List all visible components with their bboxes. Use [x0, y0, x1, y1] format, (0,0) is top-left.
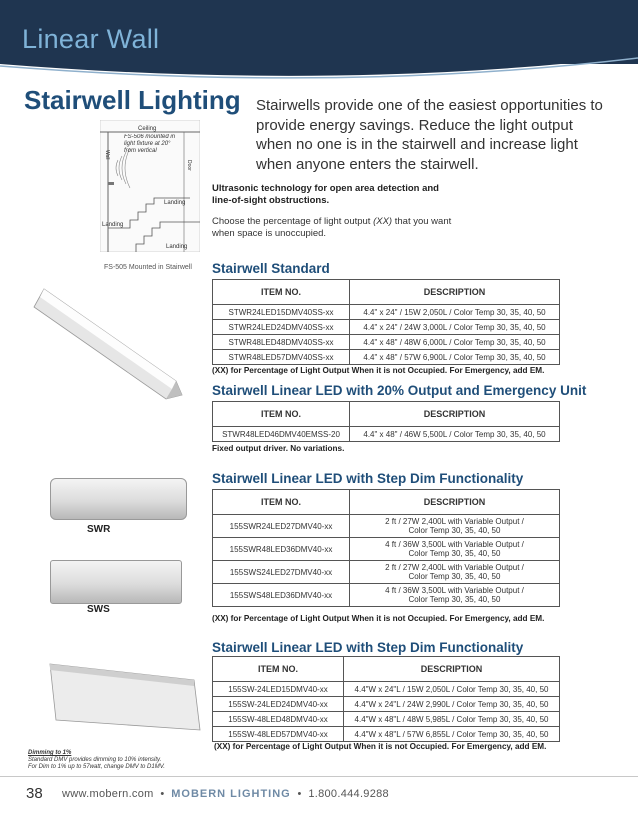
desc-cell: 4.4"W x 48"L / 48W 5,985L / Color Temp 30, 35, 40, 50: [344, 712, 560, 727]
desc-line-1: 2 ft / 27W 2,400L with Variable Output /: [385, 517, 524, 526]
table-row: [213, 712, 560, 727]
table-row: [213, 350, 560, 365]
desc-cell: 4.4" x 48" / 48W 6,000L / Color Temp 30, 35, 40, 50: [350, 335, 560, 350]
standard-table-note: (XX) for Percentage of Light Output When it is not Occupied. For Emergency, add EM.: [212, 366, 545, 375]
step-dim-table-1-note: (XX) for Percentage of Light Output When it is not Occupied. For Emergency, add EM.: [212, 614, 545, 623]
desc-cell: [350, 584, 560, 607]
step-dim-table-1: [212, 489, 560, 607]
table-header-row: [213, 402, 560, 427]
item-cell: 155SWR48LED36DMV40-xx: [213, 538, 350, 561]
col-item-header: ITEM NO.: [213, 657, 344, 682]
table-row: [213, 561, 560, 584]
col-item-header: ITEM NO.: [213, 280, 350, 305]
diagram-landing-bottom: Landing: [166, 244, 188, 250]
item-cell: STWR48LED57DMV40SS-xx: [213, 350, 350, 365]
dimming-note-title: Dimming to 1%: [28, 750, 72, 756]
sws-label: SWS: [87, 604, 110, 615]
col-desc-header: DESCRIPTION: [350, 280, 560, 305]
table-row: [213, 697, 560, 712]
table-row: [213, 727, 560, 742]
footer-phone: 1.800.444.9288: [308, 788, 389, 800]
desc-line-2: Color Temp 30, 35, 40, 50: [408, 526, 501, 535]
footer-brand: MOBERN LIGHTING: [171, 788, 291, 800]
item-cell: 155SWS48LED36DMV40-xx: [213, 584, 350, 607]
item-cell: 155SWS24LED27DMV40-xx: [213, 561, 350, 584]
diagram-sensor-note: FS-506 mounted in light fixture at 20° from vertical: [124, 134, 176, 154]
note-xx: (XX): [373, 216, 393, 227]
table-header-row: [213, 490, 560, 515]
table-row: [213, 515, 560, 538]
emergency-table-note: Fixed output driver. No variations.: [212, 444, 345, 453]
desc-cell: 4.4" x 48" / 46W 5,500L / Color Temp 30, 35, 40, 50: [350, 427, 560, 442]
footer-website-link[interactable]: www.mobern.com: [62, 788, 154, 800]
diagram-wall-label: Wall: [104, 150, 110, 160]
col-desc-header: DESCRIPTION: [350, 490, 560, 515]
table-row: [213, 427, 560, 442]
footer-contact-line: [62, 788, 389, 800]
desc-cell: 4.4" x 48" / 57W 6,900L / Color Temp 30, 35, 40, 50: [350, 350, 560, 365]
desc-cell: [350, 538, 560, 561]
step-dim-table-2: [212, 656, 560, 742]
desc-cell: [350, 561, 560, 584]
dimming-note-line-1: Standard DMV provides dimming to 10% intensity.: [28, 757, 162, 763]
desc-cell: 4.4"W x 48"L / 57W 6,855L / Color Temp 30, 35, 40, 50: [344, 727, 560, 742]
desc-line-2: Color Temp 30, 35, 40, 50: [408, 595, 501, 604]
table-row: [213, 538, 560, 561]
desc-line-1: 4 ft / 36W 3,500L with Variable Output /: [385, 540, 524, 549]
swr-fixture-image: [50, 478, 187, 520]
page-number: 38: [26, 785, 43, 802]
ultrasonic-note: Ultrasonic technology for open area detection and line-of-sight obstructions.: [212, 183, 439, 206]
step-dim-wall-fixture-image: [44, 658, 204, 736]
item-cell: 155SWR24LED27DMV40-xx: [213, 515, 350, 538]
dimming-note: [28, 750, 228, 771]
section-title-standard: Stairwell Standard: [212, 261, 330, 276]
section-header-title: Linear Wall: [22, 24, 160, 54]
section-title-emergency: Stairwell Linear LED with 20% Output and Emergency Unit: [212, 383, 587, 398]
diagram-ceiling-label: Ceiling: [138, 126, 157, 132]
light-output-note: [212, 216, 452, 240]
col-item-header: ITEM NO.: [213, 402, 350, 427]
desc-cell: 4.4" x 24" / 15W 2,050L / Color Temp 30, 35, 40, 50: [350, 305, 560, 320]
intro-paragraph: Stairwells provide one of the easiest opportunities to provide energy savings. Reduce the light output when no one is in the stairwell and increase light when anyone enters the stairwell.: [256, 97, 603, 173]
diagram-caption: FS-505 Mounted in Stairwell: [104, 264, 192, 271]
col-item-header: ITEM NO.: [213, 490, 350, 515]
item-cell: STWR48LED48DMV40SS-xx: [213, 335, 350, 350]
item-cell: 155SW-24LED15DMV40-xx: [213, 682, 344, 697]
item-cell: STWR24LED24DMV40SS-xx: [213, 320, 350, 335]
desc-line-2: Color Temp 30, 35, 40, 50: [408, 549, 501, 558]
sws-fixture-image: [50, 560, 182, 604]
swr-label: SWR: [87, 524, 111, 535]
dimming-note-line-2: For Dim to 1% up to 57watt, change DMV to D1MV.: [28, 764, 165, 770]
table-row: [213, 320, 560, 335]
table-header-row: [213, 280, 560, 305]
desc-line-2: Color Temp 30, 35, 40, 50: [408, 572, 501, 581]
desc-cell: 4.4"W x 24"L / 24W 2,990L / Color Temp 30, 35, 40, 50: [344, 697, 560, 712]
table-row: [213, 682, 560, 697]
item-cell: 155SW-24LED24DMV40-xx: [213, 697, 344, 712]
footer-separator: •: [160, 788, 165, 800]
desc-line-1: 4 ft / 36W 3,500L with Variable Output /: [385, 586, 524, 595]
table-header-row: [213, 657, 560, 682]
table-row: [213, 584, 560, 607]
emergency-table: [212, 401, 560, 442]
standard-table: [212, 279, 560, 365]
section-title-step-dim-1: Stairwell Linear LED with Step Dim Functionality: [212, 471, 524, 486]
note-text-pre: Choose the percentage of light output: [212, 216, 374, 227]
desc-cell: 4.4" x 24" / 24W 3,000L / Color Temp 30, 35, 40, 50: [350, 320, 560, 335]
desc-cell: [350, 515, 560, 538]
table-row: [213, 335, 560, 350]
col-desc-header: DESCRIPTION: [350, 402, 560, 427]
desc-line-1: 2 ft / 27W 2,400L with Variable Output /: [385, 563, 524, 572]
table-row: [213, 305, 560, 320]
diagram-door-label: Door: [186, 160, 192, 171]
stairwell-diagram: [100, 120, 200, 252]
footer-rule: [0, 776, 638, 777]
section-title-step-dim-2: Stairwell Linear LED with Step Dim Functionality: [212, 640, 524, 655]
item-cell: 155SW-48LED57DMV40-xx: [213, 727, 344, 742]
diagram-landing-top: Landing: [164, 200, 186, 206]
desc-cell: 4.4"W x 24"L / 15W 2,050L / Color Temp 30, 35, 40, 50: [344, 682, 560, 697]
stairwell-standard-fixture-image: [30, 285, 190, 403]
diagram-landing-left: Landing: [102, 222, 124, 228]
note-text-post: that you want when space is unoccupied.: [212, 216, 452, 239]
step-dim-table-2-note: (XX) for Percentage of Light Output When it is not Occupied. For Emergency, add EM.: [214, 742, 547, 751]
footer-separator: •: [297, 788, 302, 800]
page-title: Stairwell Lighting: [24, 85, 241, 115]
item-cell: STWR24LED15DMV40SS-xx: [213, 305, 350, 320]
col-desc-header: DESCRIPTION: [344, 657, 560, 682]
item-cell: 155SW-48LED48DMV40-xx: [213, 712, 344, 727]
item-cell: STWR48LED46DMV40EMSS-20: [213, 427, 350, 442]
